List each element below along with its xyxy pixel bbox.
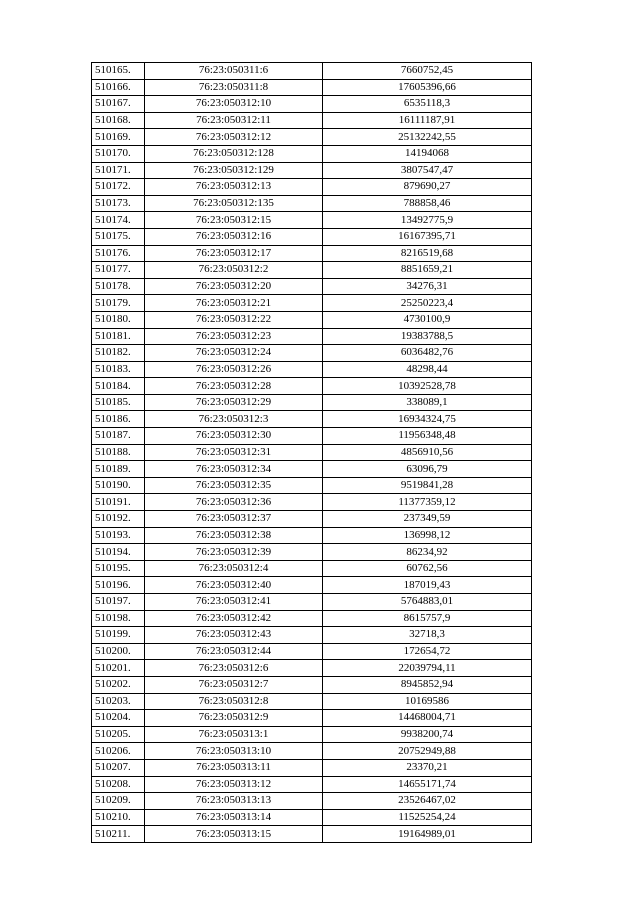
row-number-cell: 510195. [92,560,145,577]
table-row [92,676,532,693]
row-number-cell: 510172. [92,179,145,196]
cadastral-value-cell: 11525254,24 [323,809,532,826]
cadastral-value-cell: 172654,72 [323,643,532,660]
cadastral-number-cell: 76:23:050312:11 [145,112,323,129]
cadastral-number-cell: 76:23:050313:14 [145,809,323,826]
cadastral-value-cell: 5764883,01 [323,594,532,611]
cadastral-value-cell: 19383788,5 [323,328,532,345]
row-number-cell: 510210. [92,809,145,826]
table-row [92,378,532,395]
cadastral-value-cell: 86234,92 [323,544,532,561]
cadastral-number-cell: 76:23:050312:4 [145,560,323,577]
cadastral-value-cell: 237349,59 [323,511,532,528]
row-number-cell: 510176. [92,245,145,262]
cadastral-number-cell: 76:23:050313:15 [145,826,323,843]
cadastral-number-cell: 76:23:050313:1 [145,726,323,743]
cadastral-number-cell: 76:23:050312:135 [145,195,323,212]
row-number-cell: 510211. [92,826,145,843]
row-number-cell: 510166. [92,79,145,96]
cadastral-number-cell: 76:23:050312:16 [145,228,323,245]
table-row [92,643,532,660]
row-number-cell: 510185. [92,394,145,411]
row-number-cell: 510186. [92,411,145,428]
cadastral-value-cell: 14468004,71 [323,710,532,727]
table-row [92,311,532,328]
row-number-cell: 510184. [92,378,145,395]
cadastral-value-cell: 13492775,9 [323,212,532,229]
cadastral-value-cell: 17605396,66 [323,79,532,96]
table-row [92,759,532,776]
table-body [92,63,532,843]
cadastral-value-cell: 8615757,9 [323,610,532,627]
document-page [91,62,531,843]
row-number-cell: 510200. [92,643,145,660]
cadastral-number-cell: 76:23:050312:23 [145,328,323,345]
cadastral-number-cell: 76:23:050312:10 [145,96,323,113]
cadastral-value-cell: 23526467,02 [323,793,532,810]
row-number-cell: 510199. [92,627,145,644]
cadastral-number-cell: 76:23:050312:28 [145,378,323,395]
table-row [92,129,532,146]
row-number-cell: 510180. [92,311,145,328]
table-row [92,444,532,461]
table-row [92,195,532,212]
cadastral-number-cell: 76:23:050312:43 [145,627,323,644]
cadastral-number-cell: 76:23:050312:129 [145,162,323,179]
cadastral-value-cell: 16167395,71 [323,228,532,245]
cadastral-number-cell: 76:23:050312:38 [145,527,323,544]
row-number-cell: 510169. [92,129,145,146]
row-number-cell: 510178. [92,278,145,295]
row-number-cell: 510209. [92,793,145,810]
cadastral-number-cell: 76:23:050312:7 [145,676,323,693]
cadastral-value-cell: 6535118,3 [323,96,532,113]
table-row [92,145,532,162]
cadastral-value-cell: 8216519,68 [323,245,532,262]
cadastral-value-cell: 788858,46 [323,195,532,212]
cadastral-number-cell: 76:23:050312:29 [145,394,323,411]
cadastral-value-cell: 14194068 [323,145,532,162]
cadastral-value-cell: 63096,79 [323,461,532,478]
row-number-cell: 510171. [92,162,145,179]
cadastral-number-cell: 76:23:050312:30 [145,428,323,445]
cadastral-number-cell: 76:23:050312:22 [145,311,323,328]
table-row [92,527,532,544]
cadastral-value-cell: 60762,56 [323,560,532,577]
row-number-cell: 510170. [92,145,145,162]
row-number-cell: 510204. [92,710,145,727]
table-row [92,710,532,727]
cadastral-number-cell: 76:23:050312:37 [145,511,323,528]
table-row [92,477,532,494]
table-row [92,726,532,743]
table-row [92,594,532,611]
cadastral-value-cell: 11956348,48 [323,428,532,445]
row-number-cell: 510167. [92,96,145,113]
table-row [92,328,532,345]
cadastral-number-cell: 76:23:050312:35 [145,477,323,494]
cadastral-number-cell: 76:23:050312:8 [145,693,323,710]
row-number-cell: 510194. [92,544,145,561]
cadastral-number-cell: 76:23:050312:6 [145,660,323,677]
table-row [92,112,532,129]
table-row [92,96,532,113]
table-row [92,577,532,594]
cadastral-value-cell: 4856910,56 [323,444,532,461]
cadastral-number-cell: 76:23:050313:13 [145,793,323,810]
cadastral-number-cell: 76:23:050312:17 [145,245,323,262]
cadastral-value-cell: 7660752,45 [323,63,532,80]
cadastral-value-cell: 32718,3 [323,627,532,644]
table-row [92,428,532,445]
row-number-cell: 510189. [92,461,145,478]
table-row [92,610,532,627]
row-number-cell: 510179. [92,295,145,312]
row-number-cell: 510168. [92,112,145,129]
row-number-cell: 510192. [92,511,145,528]
table-row [92,245,532,262]
cadastral-value-cell: 48298,44 [323,361,532,378]
row-number-cell: 510188. [92,444,145,461]
row-number-cell: 510174. [92,212,145,229]
cadastral-value-cell: 11377359,12 [323,494,532,511]
row-number-cell: 510206. [92,743,145,760]
table-row [92,494,532,511]
row-number-cell: 510203. [92,693,145,710]
table-row [92,793,532,810]
row-number-cell: 510190. [92,477,145,494]
cadastral-value-cell: 10392528,78 [323,378,532,395]
cadastral-number-cell: 76:23:050312:41 [145,594,323,611]
cadastral-number-cell: 76:23:050312:13 [145,179,323,196]
cadastral-value-cell: 14655171,74 [323,776,532,793]
row-number-cell: 510207. [92,759,145,776]
row-number-cell: 510173. [92,195,145,212]
table-row [92,627,532,644]
cadastral-value-cell: 25250223,4 [323,295,532,312]
row-number-cell: 510198. [92,610,145,627]
cadastral-value-cell: 136998,12 [323,527,532,544]
row-number-cell: 510193. [92,527,145,544]
table-row [92,693,532,710]
cadastral-number-cell: 76:23:050312:26 [145,361,323,378]
cadastral-value-cell: 9938200,74 [323,726,532,743]
row-number-cell: 510181. [92,328,145,345]
cadastral-value-cell: 4730100,9 [323,311,532,328]
table-row [92,809,532,826]
cadastral-number-cell: 76:23:050311:6 [145,63,323,80]
cadastral-number-cell: 76:23:050312:39 [145,544,323,561]
cadastral-value-cell: 16934324,75 [323,411,532,428]
cadastral-value-cell: 34276,31 [323,278,532,295]
table-row [92,228,532,245]
cadastral-number-cell: 76:23:050312:3 [145,411,323,428]
cadastral-value-cell: 3807547,47 [323,162,532,179]
table-row [92,162,532,179]
cadastral-value-cell: 10169586 [323,693,532,710]
row-number-cell: 510208. [92,776,145,793]
table-row [92,345,532,362]
row-number-cell: 510182. [92,345,145,362]
cadastral-value-cell: 8945852,94 [323,676,532,693]
cadastral-number-cell: 76:23:050312:42 [145,610,323,627]
table-row [92,411,532,428]
cadastral-number-cell: 76:23:050313:12 [145,776,323,793]
table-row [92,461,532,478]
cadastral-number-cell: 76:23:050311:8 [145,79,323,96]
row-number-cell: 510202. [92,676,145,693]
row-number-cell: 510187. [92,428,145,445]
row-number-cell: 510191. [92,494,145,511]
table-row [92,63,532,80]
table-row [92,262,532,279]
cadastral-number-cell: 76:23:050312:21 [145,295,323,312]
row-number-cell: 510177. [92,262,145,279]
cadastral-number-cell: 76:23:050312:44 [145,643,323,660]
table-row [92,560,532,577]
cadastral-value-cell: 25132242,55 [323,129,532,146]
cadastral-number-cell: 76:23:050313:10 [145,743,323,760]
cadastral-number-cell: 76:23:050312:2 [145,262,323,279]
cadastral-number-cell: 76:23:050312:40 [145,577,323,594]
cadastral-number-cell: 76:23:050312:128 [145,145,323,162]
cadastral-value-cell: 6036482,76 [323,345,532,362]
cadastral-number-cell: 76:23:050312:9 [145,710,323,727]
cadastral-value-cell: 23370,21 [323,759,532,776]
table-row [92,743,532,760]
table-row [92,544,532,561]
table-row [92,394,532,411]
table-row [92,511,532,528]
row-number-cell: 510165. [92,63,145,80]
cadastral-number-cell: 76:23:050312:12 [145,129,323,146]
cadastral-value-cell: 8851659,21 [323,262,532,279]
row-number-cell: 510175. [92,228,145,245]
cadastral-number-cell: 76:23:050312:24 [145,345,323,362]
cadastral-value-cell: 338089,1 [323,394,532,411]
row-number-cell: 510197. [92,594,145,611]
cadastral-number-cell: 76:23:050312:31 [145,444,323,461]
table-row [92,212,532,229]
table-row [92,79,532,96]
cadastral-value-cell: 20752949,88 [323,743,532,760]
cadastral-number-cell: 76:23:050312:20 [145,278,323,295]
table-row [92,278,532,295]
table-row [92,179,532,196]
cadastral-value-cell: 879690,27 [323,179,532,196]
cadastral-number-cell: 76:23:050312:34 [145,461,323,478]
cadastral-value-table [91,62,532,843]
cadastral-number-cell: 76:23:050312:15 [145,212,323,229]
cadastral-value-cell: 187019,43 [323,577,532,594]
row-number-cell: 510201. [92,660,145,677]
table-row [92,776,532,793]
cadastral-number-cell: 76:23:050312:36 [145,494,323,511]
cadastral-value-cell: 16111187,91 [323,112,532,129]
cadastral-number-cell: 76:23:050313:11 [145,759,323,776]
table-row [92,361,532,378]
cadastral-value-cell: 19164989,01 [323,826,532,843]
table-row [92,826,532,843]
table-row [92,660,532,677]
row-number-cell: 510183. [92,361,145,378]
row-number-cell: 510205. [92,726,145,743]
row-number-cell: 510196. [92,577,145,594]
table-row [92,295,532,312]
cadastral-value-cell: 9519841,28 [323,477,532,494]
cadastral-value-cell: 22039794,11 [323,660,532,677]
